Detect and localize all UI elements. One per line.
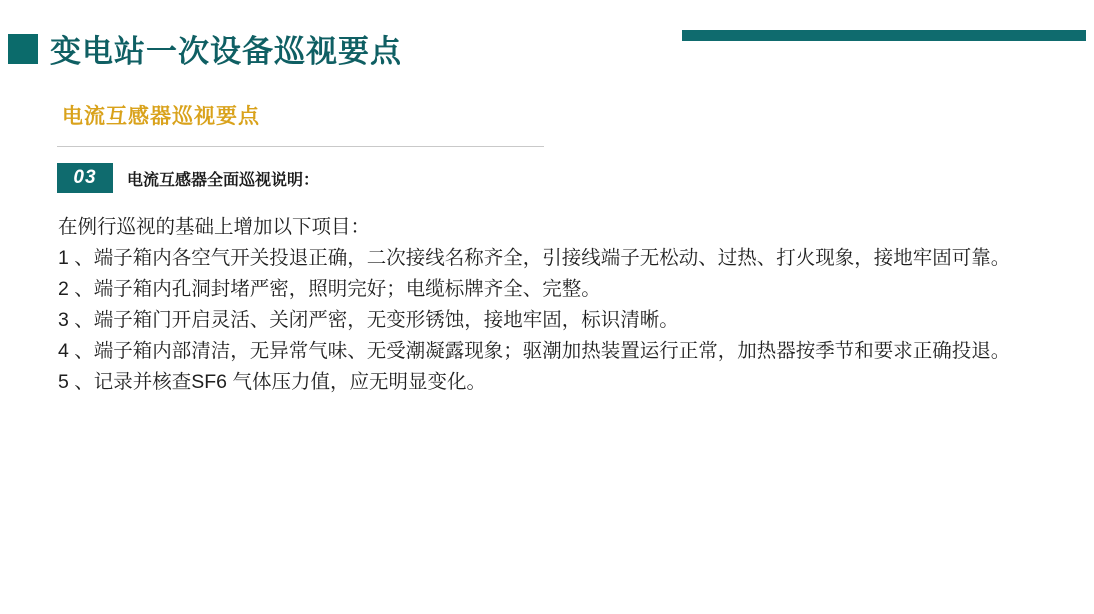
subtitle-divider — [57, 146, 544, 147]
section-heading — [57, 163, 319, 193]
filled-square-icon — [8, 34, 38, 64]
page-title: 变电站一次设备巡视要点 — [50, 34, 402, 69]
section-number-badge: 03 — [57, 163, 113, 193]
body-line: 4 、端子箱内部清洁，无异常气味、无受潮凝露现象；驱潮加热装置运行正常，加热器按季节和要求正确投退。 — [58, 340, 1011, 362]
body-line: 3 、端子箱门开启灵活、关闭严密，无变形锈蚀，接地牢固，标识清晰。 — [58, 309, 679, 331]
body-line: 5 、记录并核查SF6 气体压力值，应无明显变化。 — [58, 371, 486, 393]
body-content — [58, 212, 1033, 398]
header-accent-bar — [682, 30, 1086, 41]
slide-header — [0, 26, 402, 71]
body-line: 1 、端子箱内各空气开关投退正确，二次接线名称齐全，引接线端子无松动、过热、打火现象，接地牢固可靠。 — [58, 247, 1011, 269]
body-line: 2 、端子箱内孔洞封堵严密，照明完好；电缆标牌齐全、完整。 — [58, 278, 601, 300]
body-line: 在例行巡视的基础上增加以下项目： — [58, 216, 371, 238]
section-title: 电流互感器全面巡视说明： — [127, 171, 320, 189]
slide-subtitle: 电流互感器巡视要点 — [62, 105, 260, 128]
